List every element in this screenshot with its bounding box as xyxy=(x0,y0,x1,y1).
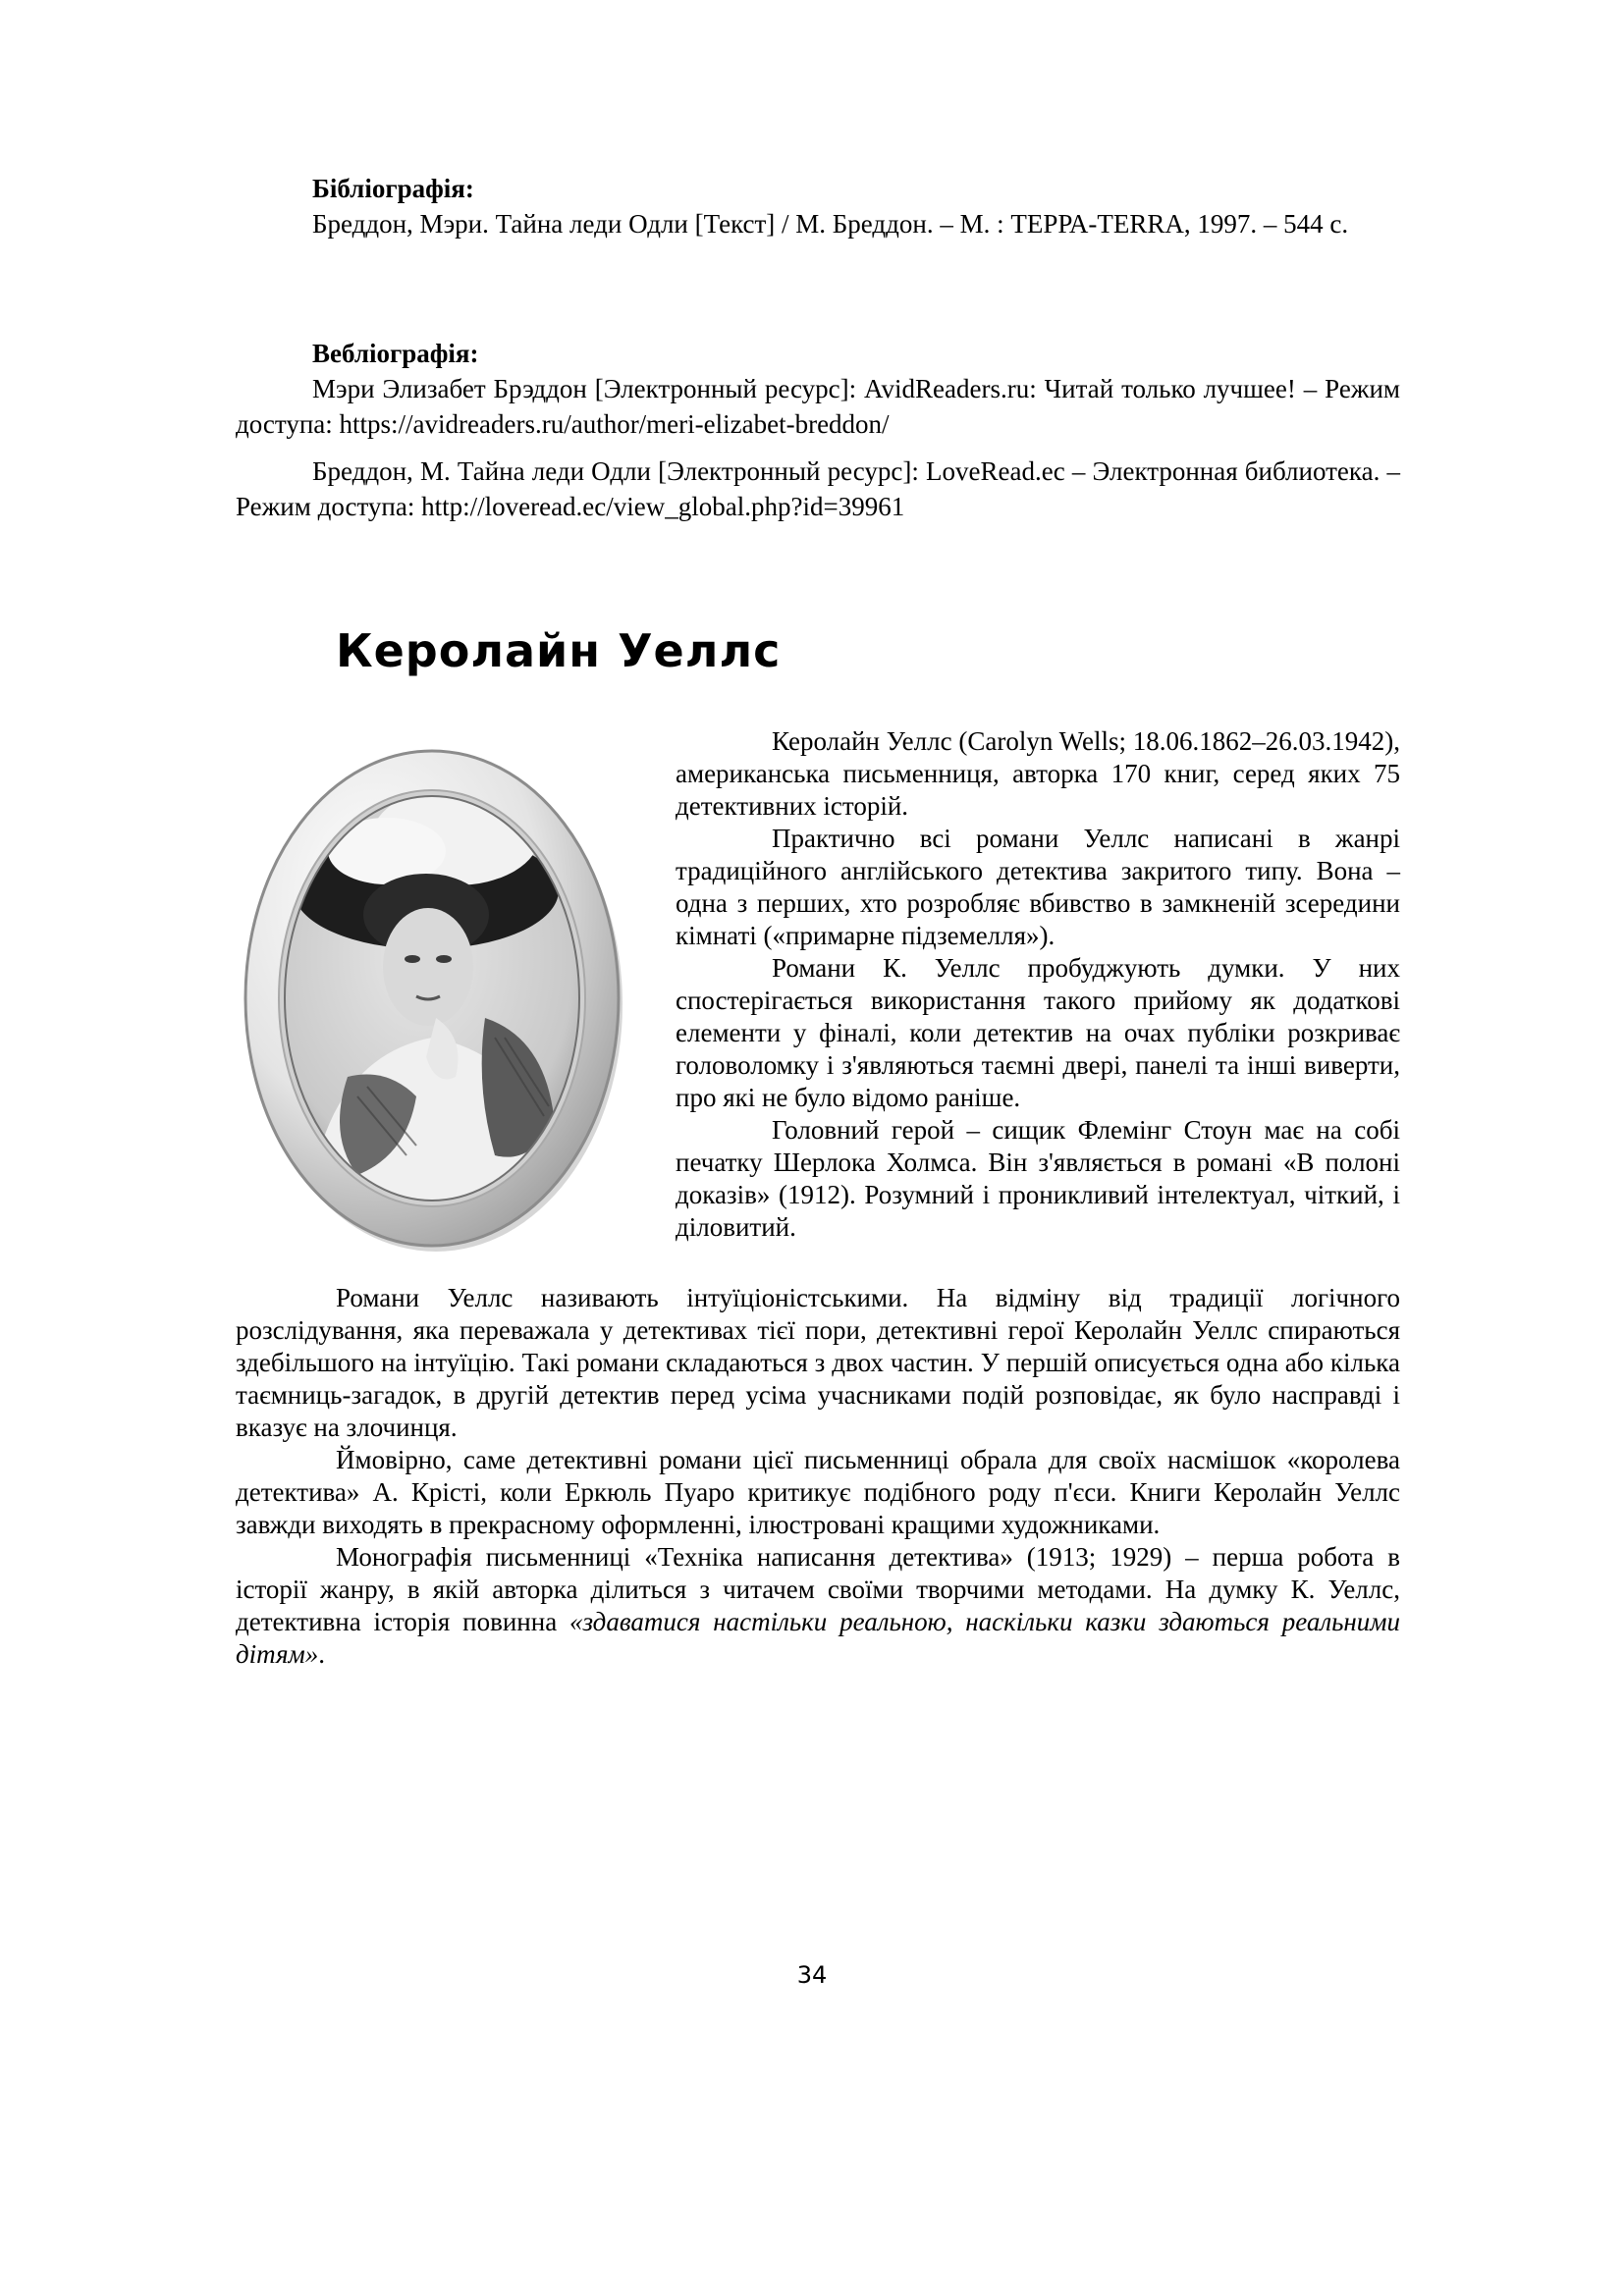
author-portrait xyxy=(240,743,624,1254)
intro-paragraph: Практично всі романи Уеллс написані в жанрі традиційного англійського детектива закритого типу. Вона – одна з перших, хто розробляє вбивство в замкненій зсередини кімнаті («примарне підземелля»). xyxy=(676,824,1400,950)
body-column xyxy=(236,1282,1400,1671)
webliography-heading: Вебліографія: xyxy=(312,339,479,368)
webliography-entry: Бреддон, М. Тайна леди Одли [Электронный ресурс]: LoveRead.ec – Электронная библиотека. – Режим доступа: http://loveread.ec/view_global.php?id=39961 xyxy=(236,456,1400,521)
body-paragraph: Ймовірно, саме детективні романи цієї письменниці обрала для своїх насмішок «королева детектива» А. Крісті, коли Еркюль Пуаро критикує подібного роду п'єси. Книги Керолайн Уеллс завжди виходять в прекрасному оформленні, ілюстровані кращими художниками. xyxy=(236,1445,1400,1539)
body-paragraph-last xyxy=(236,1541,1400,1671)
intro-column xyxy=(676,725,1400,1244)
bibliography-heading: Бібліографія: xyxy=(312,174,474,203)
body-text-end: . xyxy=(318,1639,326,1669)
intro-paragraph: Романи К. Уеллс пробуджують думки. У них спостерігається використання такого прийому як додаткові елементи у фіналі, коли детектив на очах публіки розкриває головоломку і з'являються таємні двері, панелі та інші виверти, про які не було відомо раніше. xyxy=(676,953,1400,1112)
webliography-section xyxy=(236,336,1400,524)
body-text: Монографія письменниці «Техніка написання детектива» (1913; 1929) – перша робота в історії жанру, в якій авторка ділиться з читачем своїми творчими методами. На думку К. Уеллс, детективна історія повинна xyxy=(236,1542,1400,1636)
page-number: 34 xyxy=(796,1961,828,1989)
webliography-entry: Мэри Элизабет Брэддон [Электронный ресурс]: AvidReaders.ru: Читай только лучшее! – Режим доступа: https://avidreaders.ru/author/meri-elizabet-breddon/ xyxy=(236,374,1400,439)
section-title: Керолайн Уеллс xyxy=(336,624,782,677)
bibliography-section xyxy=(236,171,1400,241)
body-paragraph: Романи Уеллс називають інтуїціоністськими. На відміну від традиції логічного розслідування, яка переважала у детективах тієї пори, детективні герої Керолайн Уеллс спираються здебільшого на інтуїцію. Такі романи складаються з двох частин. У першій описується одна або кілька таємниць-загадок, в другій детектив перед усіма учасниками подій розповідає, як було насправді і вказує на злочинця. xyxy=(236,1283,1400,1442)
bibliography-entry: Бреддон, Мэри. Тайна леди Одли [Текст] / М. Бреддон. – М. : ТЕРРА-TERRA, 1997. – 544 с. xyxy=(312,209,1349,239)
intro-paragraph: Головний герой – сищик Флемінг Стоун має на собі печатку Шерлока Холмса. Він з'являється в романі «В полоні доказів» (1912). Розумний і проникливий інтелектуал, чіткий, і діловитий. xyxy=(676,1115,1400,1242)
intro-paragraph: Керолайн Уеллс (Carolyn Wells; 18.06.1862–26.03.1942), американська письменниця, авторка 170 книг, серед яких 75 детективних історій. xyxy=(676,726,1400,821)
quote: «здаватися настільки реальною, наскільки казки здаються реальними дітям» xyxy=(236,1607,1401,1669)
